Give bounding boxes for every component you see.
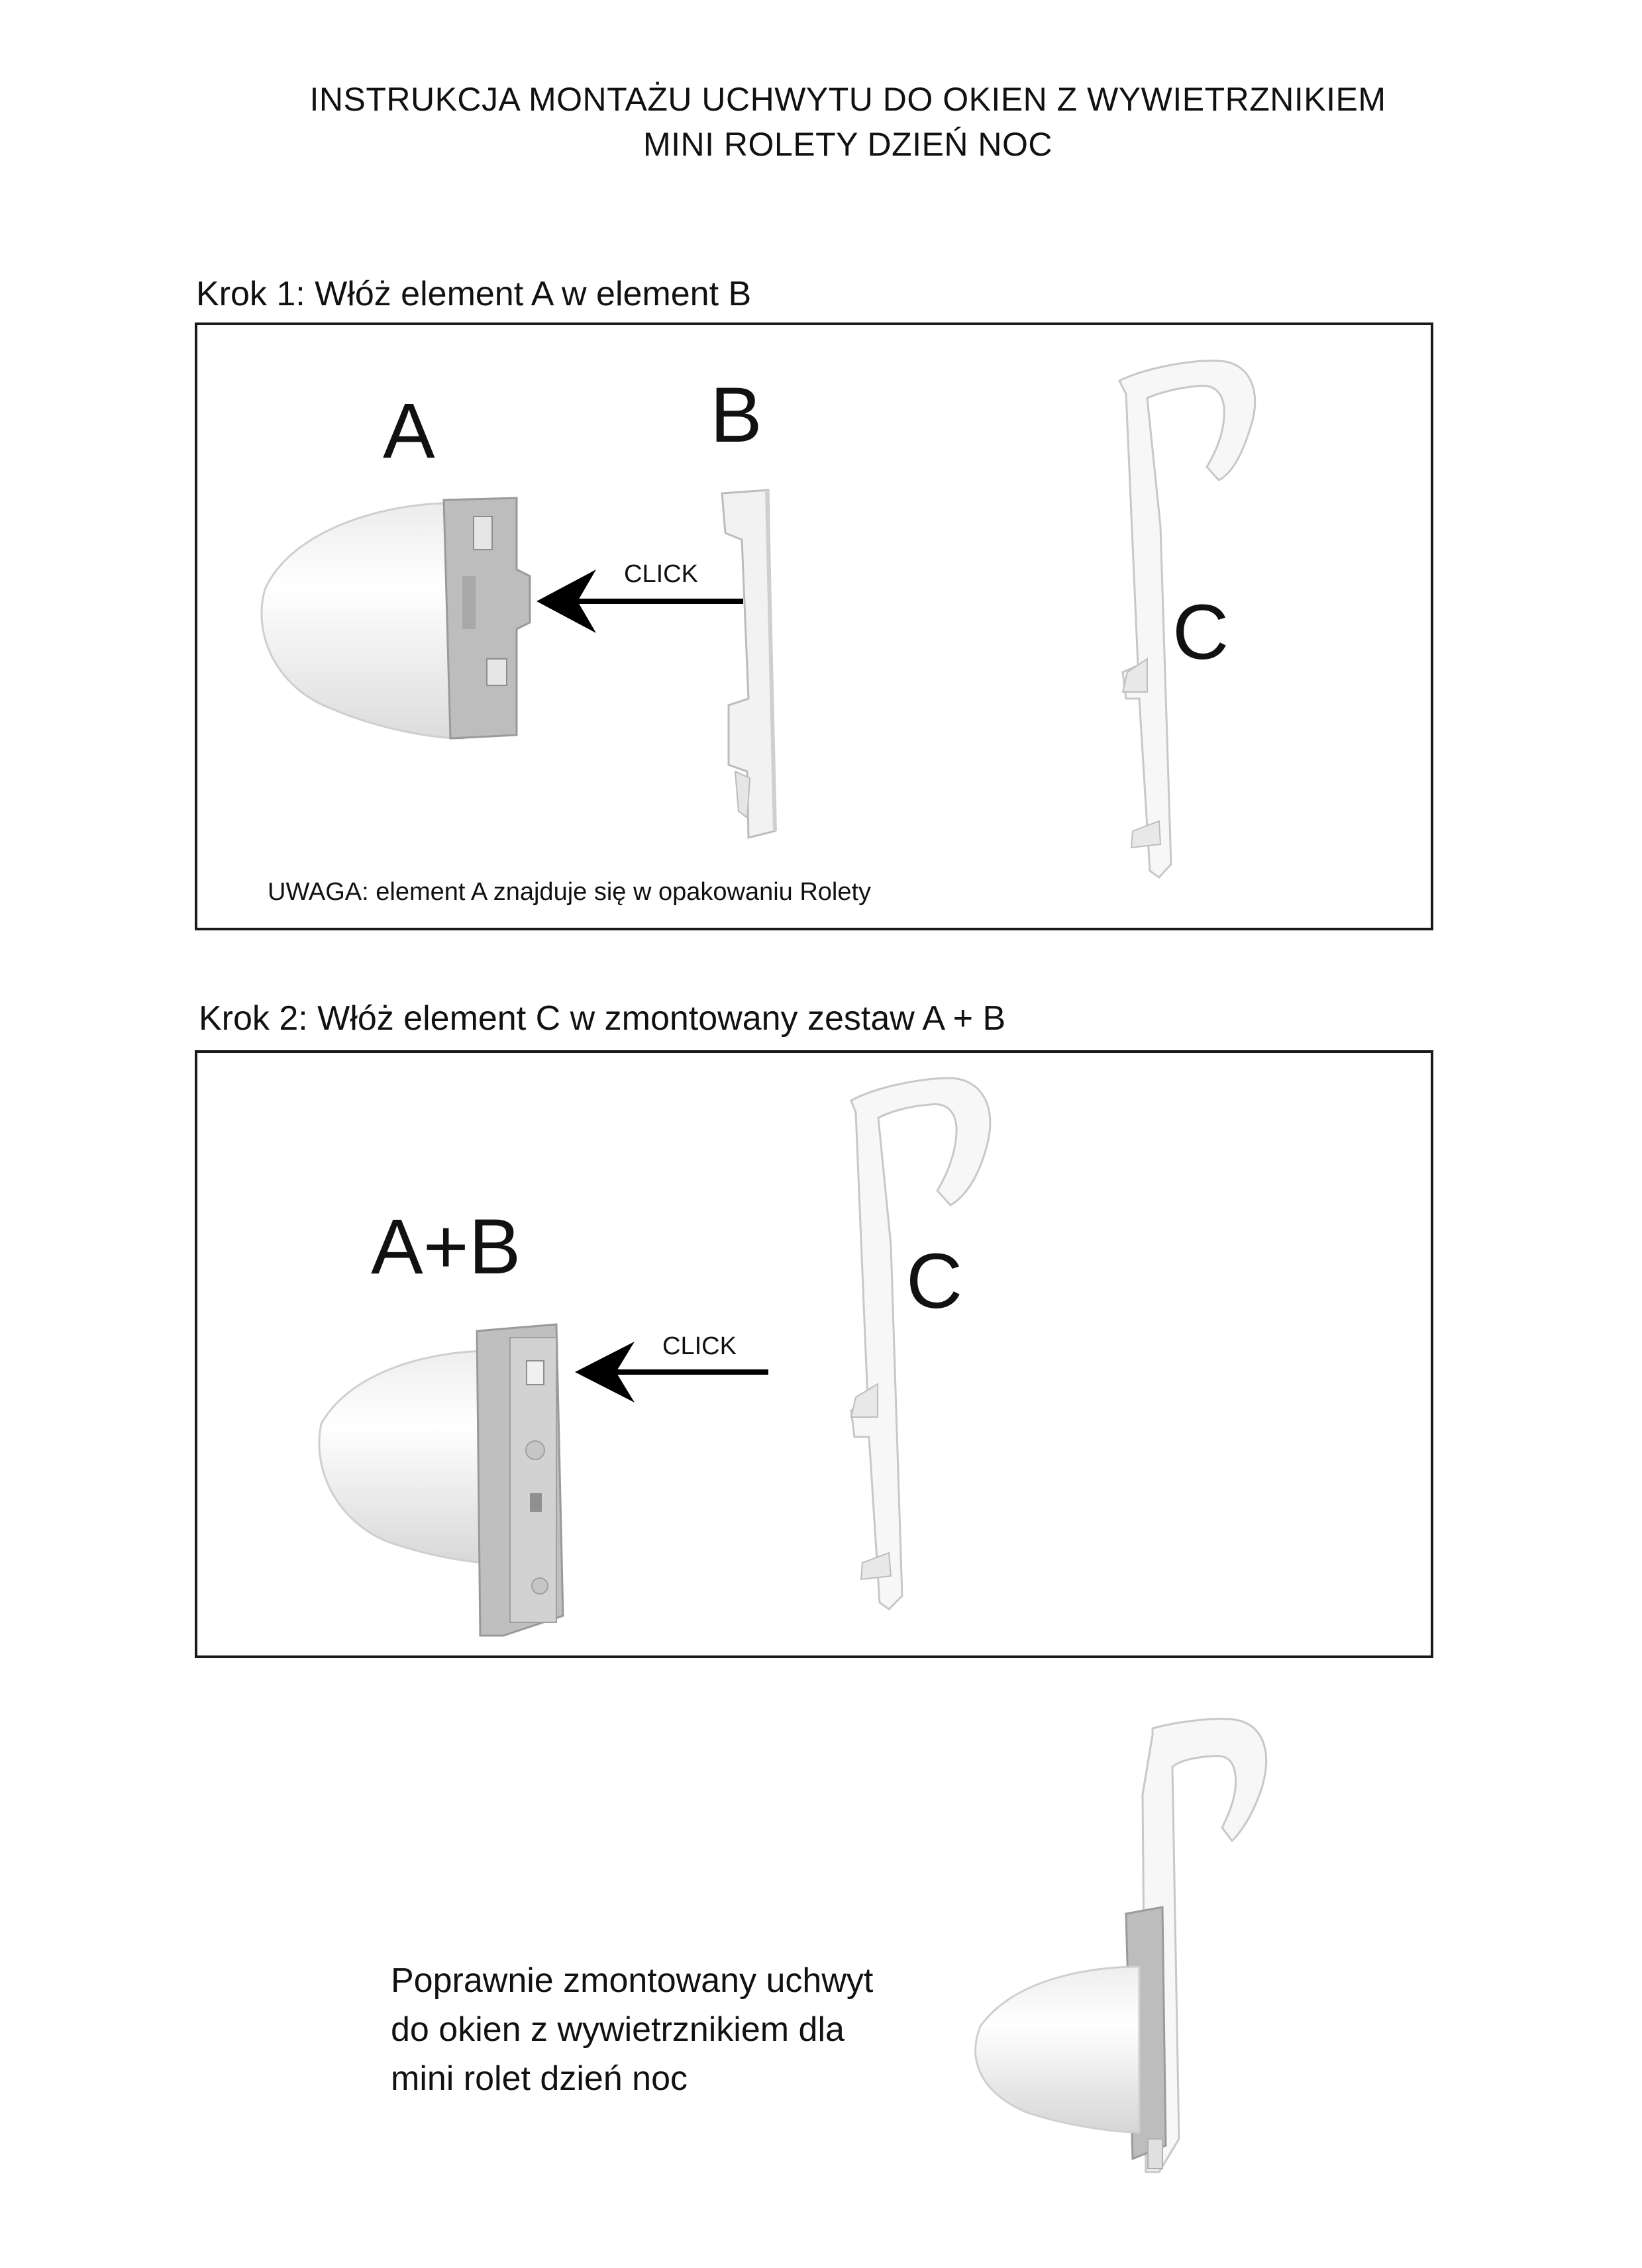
step-2-click-label: CLICK (662, 1332, 737, 1360)
step-1-letter-a: A (383, 387, 435, 475)
page-title-line-2: MINI ROLETY DZIEŃ NOC (643, 126, 1052, 163)
assembled-ab-image (311, 1324, 576, 1649)
step-2-label: Krok 2: Włóż element C w zmontowany zestaw A + B (199, 999, 1006, 1038)
assembled-holder-image (960, 1715, 1278, 2185)
step-1-label: Krok 1: Włóż element A w element B (196, 275, 752, 313)
final-caption-line-2: do okien z wywietrznikiem dla (391, 2010, 845, 2049)
bracket-b-image (709, 487, 788, 844)
step-2-arrow (568, 1335, 774, 1408)
step-1-letter-b: B (710, 371, 762, 459)
hook-c-image (1086, 354, 1278, 884)
page-title-line-1: INSTRUKCJA MONTAŻU UCHWYTU DO OKIEN Z WYWIETRZNIKIEM (309, 81, 1386, 118)
final-caption-line-1: Poprawnie zmontowany uchwyt (391, 1961, 874, 2000)
step-2-letter-ab: A+B (371, 1203, 521, 1291)
step-1-note: UWAGA: element A znajduje się w opakowaniu Rolety (268, 878, 872, 906)
end-cap-a-image (252, 490, 543, 748)
final-caption-line-3: mini rolet dzień noc (391, 2059, 688, 2098)
step-2-letter-c: C (906, 1238, 963, 1325)
step-1-click-label: CLICK (624, 560, 698, 588)
hook-c-step-2-image (815, 1066, 1013, 1622)
step-1-letter-c: C (1172, 589, 1229, 676)
